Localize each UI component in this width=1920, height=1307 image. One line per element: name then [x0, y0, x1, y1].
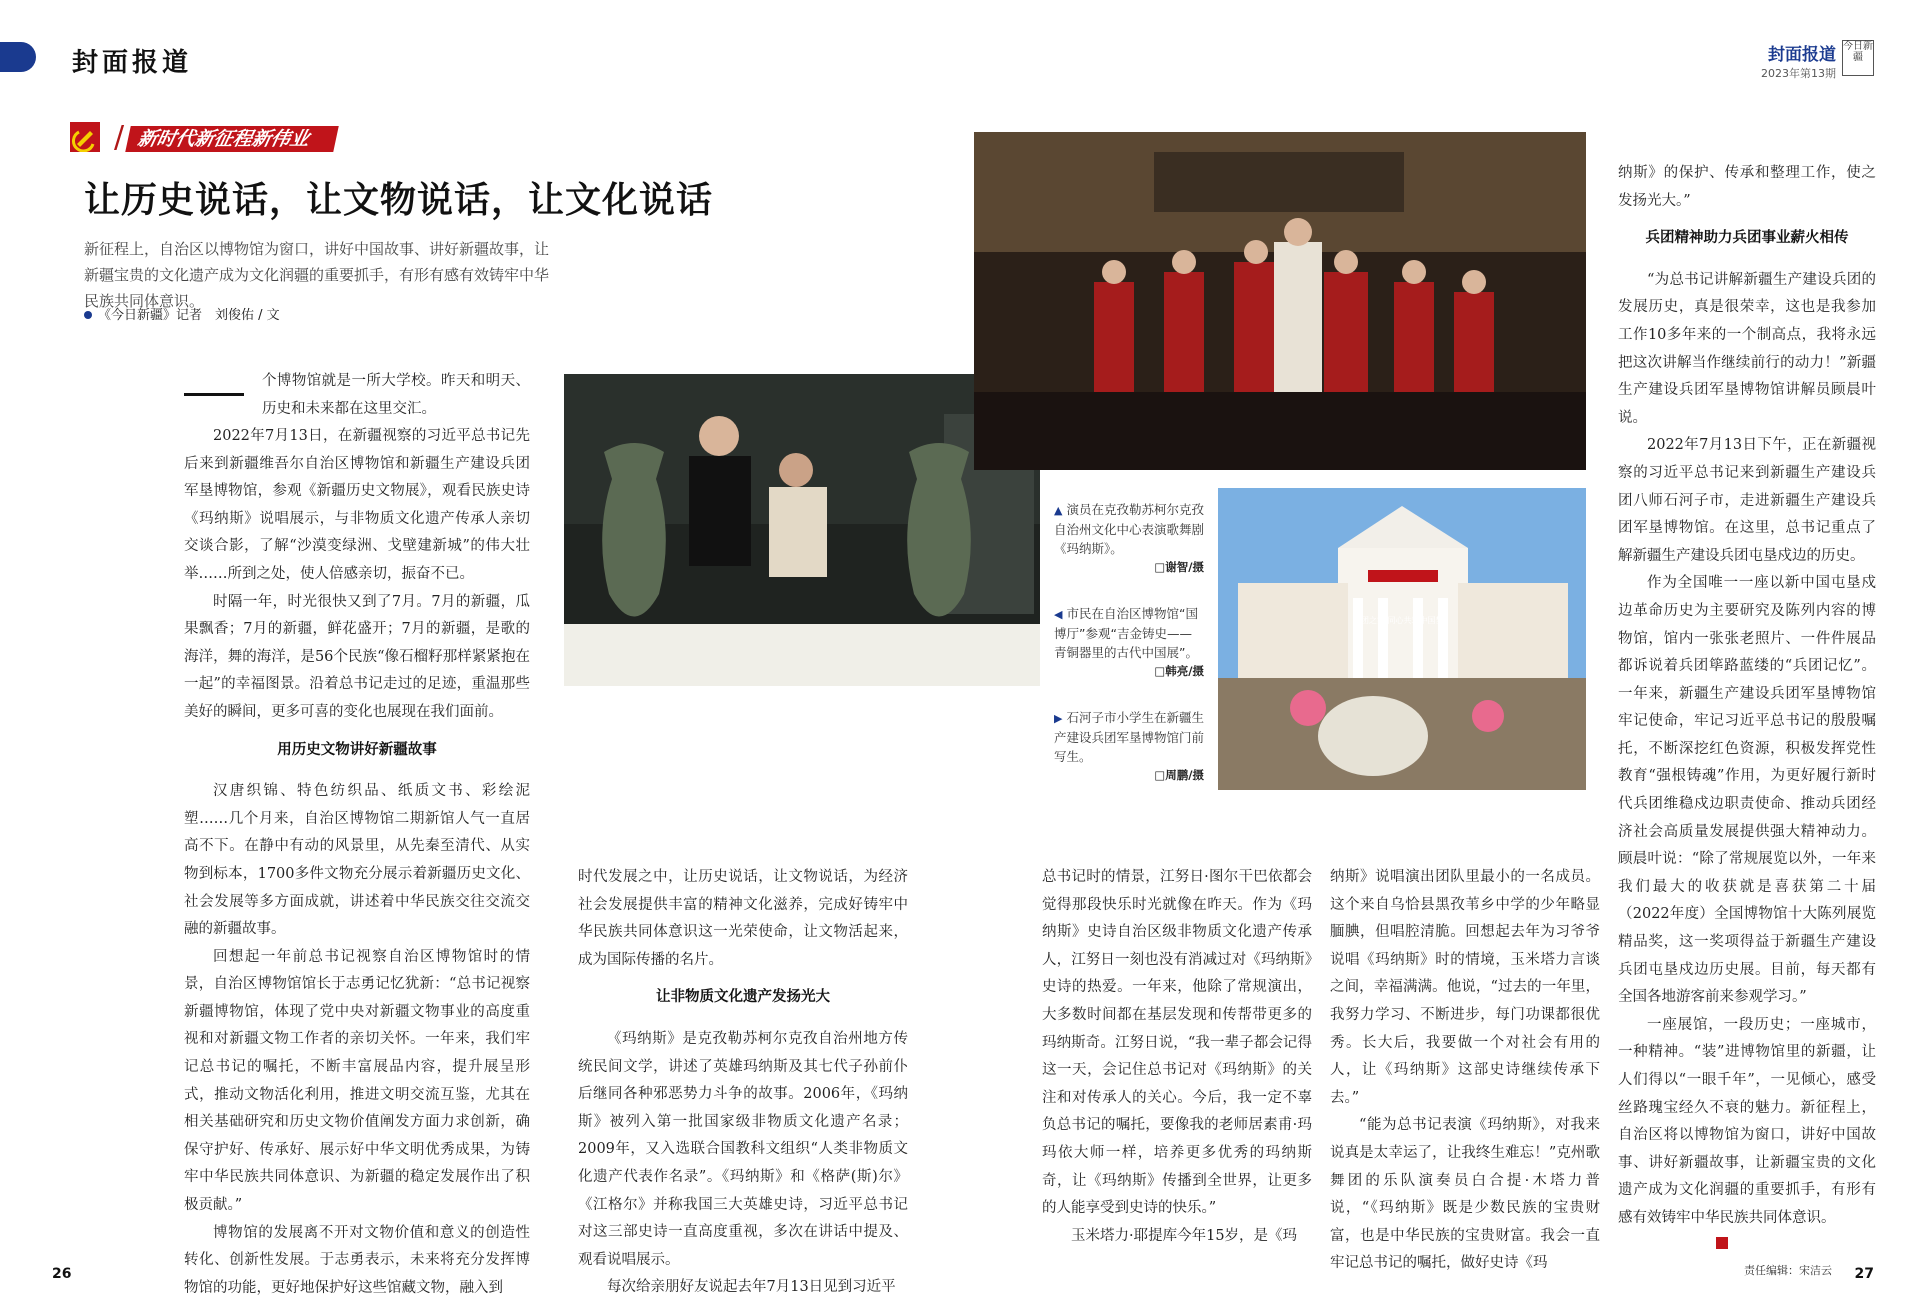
caption-text: 石河子市小学生在新疆生产建设兵团军垦博物馆门前写生。 — [1054, 710, 1205, 764]
bronze-vessels-illustration — [564, 374, 1040, 686]
museum-building-illustration — [1218, 488, 1586, 790]
caption-text: 市民在自治区博物馆“国博厅”参观“吉金铸史——青铜器里的古代中国展”。 — [1054, 606, 1198, 660]
party-emblem-icon — [70, 122, 100, 152]
paragraph: 个博物馆就是一所大学校。昨天和明天、历史和未来都在这里交汇。 — [262, 373, 530, 417]
column-1-intro — [262, 368, 530, 423]
paragraph: 总书记时的情景，江努日·图尔干巴依都会觉得那段快乐时光就像在昨天。作为《玛纳斯》史诗自治区级非物质文化遗产传承人，江努日一刻也没有消减过对《玛纳斯》史诗的热爱。一年来，他除了常规演出，大多数时间都在基层发现和传帮带更多的玛纳斯奇。江努日说，“我一辈子都会记得这一天，会记住总书记对《玛纳斯》的关注和对传承人的关心。今后，我一定不辜负总书记的嘱托，要像我的老师居素甫·玛玛依大师一样，培养更多优秀的玛纳斯奇，让《玛纳斯》传播到全世界，让更多的人能享受到史诗的快乐。” — [1042, 869, 1312, 1217]
brand-logo-box: 今日新疆 — [1842, 40, 1874, 76]
caption-students — [1054, 708, 1204, 785]
stage-performance-illustration — [974, 132, 1586, 470]
paragraph: 纳斯》的保护、传承和整理工作，使之发扬光大。” — [1618, 165, 1876, 209]
caption-museum — [1054, 604, 1204, 681]
drop-cap-one — [184, 393, 244, 396]
column-1 — [184, 423, 530, 1302]
editor-credit: 责任编辑：宋洁云 — [1744, 1264, 1832, 1277]
paragraph: “为总书记讲解新疆生产建设兵团的发展历史，真是很荣幸，这也是我参加工作10多年来的一个制高点，我将永远把这次讲解当作继续前行的动力！”新疆生产建设兵团军垦博物馆讲解员顾晨叶说。 — [1618, 271, 1876, 426]
paragraph: 博物馆的发展离不开对文物价值和意义的创造性转化、创新性发展。于志勇表示，未来将充分发挥博物馆的功能，更好地保护好这些馆藏文物，融入到 — [184, 1224, 530, 1296]
subheading: 用历史文物讲好新疆故事 — [277, 741, 437, 758]
column-3 — [1042, 864, 1312, 1250]
banner-slash: / — [114, 120, 125, 155]
magazine-brand — [1761, 40, 1836, 81]
paragraph: 玉米塔力·耶提库今年15岁，是《玛 — [1071, 1227, 1298, 1244]
subheading: 兵团精神助力兵团事业薪火相传 — [1645, 230, 1849, 247]
photo-credit: □谢智/摄 — [1154, 560, 1204, 574]
headline: 让历史说话，让文物说话，让文化说话 — [84, 180, 714, 221]
paragraph: 作为全国唯一一座以新中国屯垦戍边革命历史为主要研究及陈列内容的博物馆，馆内一张张老照片、一件件展品都诉说着兵团筚路蓝缕的“兵团记忆”。一年来，新疆生产建设兵团军垦博物馆牢记使命，牢记习近平总书记的殷殷嘱托，不断深挖红色资源，积极发挥党性教育“强根铸魂”作用，为更好履行新时代兵团维稳戍边职责使命、推动兵团经济社会高质量发展提供强大精神动力。顾晨叶说：“除了常规展览以外，一年来我们最大的收获就是喜获第二十届（2022年度）全国博物馆十大陈列展览精品奖，这一奖项得益于新疆生产建设兵团屯垦戍边历史展。目前，每天都有全国各地游客前来参观学习。” — [1618, 575, 1876, 1006]
paragraph: 一座展馆，一段历史；一座城市，一种精神。“装”进博物馆里的新疆，让人们得以“一眼千年”，一见倾心，感受丝路瑰宝经久不衰的魅力。新征程上，自治区将以博物馆为窗口，讲好中国故事、讲好新疆故事，让新疆宝贵的文化遗产成为文化润疆的重要抓手，有形有感有效铸牢中华民族共同体意识。 — [1618, 1016, 1876, 1226]
triangle-up-icon: ▲ — [1054, 504, 1063, 517]
photo-credit: □周鹏/摄 — [1154, 768, 1204, 782]
paragraph: 每次给亲朋好友说起去年7月13日见到习近平 — [607, 1279, 896, 1296]
paragraph: 时代发展之中，让历史说话，让文物说话，为经济社会发展提供丰富的精神文化滋养，完成好铸牢中华民族共同体意识这一光荣使命，让文物活起来，成为国际传播的名片。 — [578, 869, 908, 968]
caption-stage — [1054, 500, 1204, 577]
paragraph: 2022年7月13日下午，正在新疆视察的习近平总书记来到新疆生产建设兵团八师石河子市，走进新疆生产建设兵团军垦博物馆。在这里，总书记重点了解新疆生产建设兵团屯垦戍边的历史。 — [1618, 437, 1876, 564]
photo-credit: □韩亮/摄 — [1154, 664, 1204, 678]
museum-sign: 兵团之家 同心共筑中国梦 — [1353, 616, 1444, 625]
manas-stage-photo — [974, 132, 1586, 470]
issue-number: 2023年第13期 — [1761, 67, 1836, 80]
bingtuan-museum-photo — [1218, 488, 1586, 790]
byline-text: 《今日新疆》记者 刘俊佑 / 文 — [98, 308, 280, 323]
paragraph: 汉唐织锦、特色纺织品、纸质文书、彩绘泥塑……几个月来，自治区博物馆二期新馆人气一直居高不下。在静中有动的风景里，从先秦至清代、从实物到标本，1700多件文物充分展示着新疆历史文化、社会发展等多方面成就，讲述着中华民族交往交流交融的新疆故事。 — [184, 783, 530, 938]
brand-name: 封面报道 — [1768, 45, 1836, 65]
museum-bronze-photo — [564, 374, 1040, 686]
column-2 — [578, 864, 908, 1302]
page-number-right: 27 — [1854, 1266, 1874, 1282]
theme-banner: 新时代新征程新伟业 — [125, 126, 339, 152]
page-number-left: 26 — [52, 1266, 72, 1282]
section-label: 封面报道 — [72, 48, 193, 78]
paragraph: 《玛纳斯》是克孜勒苏柯尔克孜自治州地方传统民间文学，讲述了英雄玛纳斯及其七代子孙前仆后继同各种邪恶势力斗争的故事。2006年，《玛纳斯》被列入第一批国家级非物质文化遗产名录；2009年，又入选联合国教科文组织“人类非物质文化遗产代表作名录”。《玛纳斯》和《格萨(斯)尔》《江格尔》并称我国三大英雄史诗，习近平总书记对这三部史诗一直高度重视，多次在讲话中提及、观看说唱展示。 — [578, 1030, 908, 1268]
column-5 — [1618, 160, 1876, 1233]
paragraph: 纳斯》说唱演出团队里最小的一名成员。这个来自乌恰县黑孜苇乡中学的少年略显腼腆，但唱腔清脆。回想起去年为习爷爷说唱《玛纳斯》时的情境，玉米塔力言谈之间，幸福满满。他说，“过去的一年里，我努力学习、不断进步，每门功课都很优秀。长大后，我要做一个对社会有用的人，让《玛纳斯》这部史诗继续传承下去。” — [1330, 869, 1600, 1106]
paragraph: 时隔一年，时光很快又到了7月。7月的新疆，瓜果飘香；7月的新疆，鲜花盛开；7月的新疆，是歌的海洋，舞的海洋，是56个民族“像石榴籽那样紧紧抱在一起”的幸福图景。沿着总书记走过的足迹，重温那些美好的瞬间，更多可喜的变化也展现在我们面前。 — [184, 593, 530, 720]
paragraph: 2022年7月13日，在新疆视察的习近平总书记先后来到新疆维吾尔自治区博物馆和新疆生产建设兵团军垦博物馆，参观《新疆历史文物展》，观看民族史诗《玛纳斯》说唱展示，与非物质文化遗产传承人亲切交谈合影，了解“沙漠变绿洲、戈壁建新城”的伟大壮举……所到之处，使人倍感亲切，振奋不已。 — [184, 428, 530, 582]
paragraph: 回想起一年前总书记视察自治区博物馆时的情景，自治区博物馆馆长于志勇记忆犹新：“总书记视察新疆博物馆，体现了党中央对新疆文物事业的高度重视和对新疆文物工作者的亲切关怀。一年来，我们牢记总书记的嘱托，不断丰富展品内容，提升展呈形式，推动文物活化利用，推进文明交流互鉴，尤其在相关基础研究和历史文物价值阐发方面力求创新，确保守护好、传承好、展示好中华文明优秀成果，为铸牢中华民族共同体意识、为新疆的稳定发展作出了积极贡献。” — [184, 948, 530, 1214]
subheading: 让非物质文化遗产发扬光大 — [656, 989, 830, 1006]
column-4 — [1330, 864, 1600, 1278]
byline-dot-icon — [84, 311, 92, 319]
paragraph: “能为总书记表演《玛纳斯》，对我来说真是太幸运了，让我终生难忘！”克州歌舞团的乐队演奏员白合提·木塔力普说，“《玛纳斯》既是少数民族的宝贵财富，也是中华民族的宝贵财富。我会一直牢记总书记的嘱托，做好史诗《玛 — [1330, 1117, 1600, 1272]
section-marker — [0, 42, 36, 72]
lead-paragraph: 新征程上，自治区以博物馆为窗口，讲好中国故事、讲好新疆故事，让新疆宝贵的文化遗产成为文化润疆的重要抓手，有形有感有效铸牢中华民族共同体意识。 — [84, 240, 550, 310]
triangle-right-icon: ▶ — [1054, 712, 1063, 725]
triangle-left-icon: ◀ — [1054, 608, 1063, 621]
caption-text: 演员在克孜勒苏柯尔克孜自治州文化中心表演歌舞剧《玛纳斯》。 — [1054, 502, 1205, 556]
byline — [84, 304, 280, 323]
article-end-mark — [1716, 1237, 1728, 1249]
